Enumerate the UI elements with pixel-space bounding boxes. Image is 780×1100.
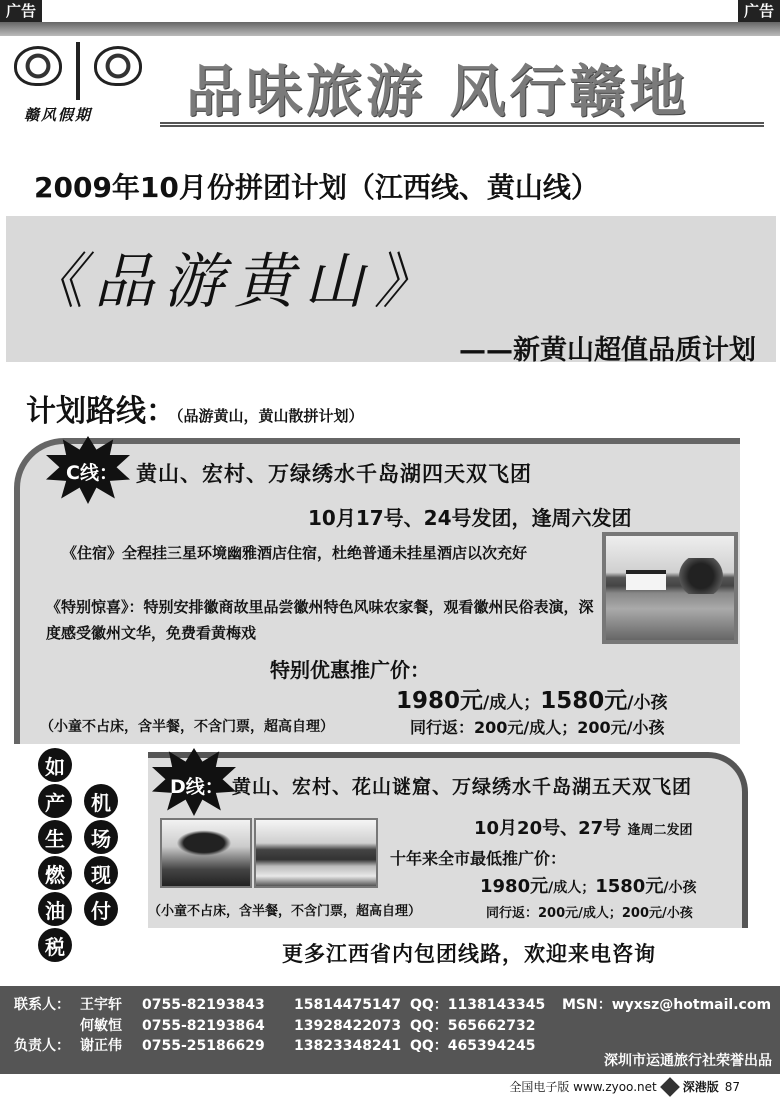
line-c-note: （小童不占床，含半餐，不含门票，超高自理） (40, 719, 334, 735)
price-child: 1580元 (540, 688, 628, 714)
note-char: 如 (38, 748, 72, 782)
note-char: 现 (84, 856, 118, 890)
photo-tree (676, 558, 726, 594)
line-d-prices (480, 872, 696, 898)
route-heading-note: （品游黄山，黄山散拼计划） (176, 407, 364, 425)
price-adult: 1980元 (480, 876, 549, 897)
contact-name: 王宇轩 (80, 997, 122, 1013)
contact-row (14, 1015, 562, 1035)
top-rule (0, 22, 780, 36)
line-d-dates (474, 814, 692, 840)
contact-msn: MSN：wyxsz@hotmail.com (562, 997, 772, 1013)
contact-name: 何敏恒 (80, 1018, 122, 1034)
note-char: 税 (38, 928, 72, 962)
plan-title: 2009年10月份拼团计划（江西线、黄山线） (34, 171, 599, 204)
contact-mobile: 15814475147 (294, 997, 402, 1013)
fuel-tax-note (38, 748, 72, 962)
note-char: 产 (38, 784, 72, 818)
contact-qq: QQ：465394245 (410, 1038, 536, 1054)
note-char: 油 (38, 892, 72, 926)
pine-mountain-photo (160, 818, 252, 888)
route-heading-main: 计划路线： (26, 394, 176, 429)
slogan-rule (160, 122, 764, 127)
contact-phone: 0755-82193864 (142, 1018, 265, 1034)
note-char: 燃 (38, 856, 72, 890)
airport-pay-note (84, 784, 118, 926)
ad-tag-right: 广告 (738, 0, 780, 22)
note-char: 机 (84, 784, 118, 818)
more-routes-callout: 更多江西省内包团线路，欢迎来电咨询 (282, 942, 656, 966)
contact-footer (0, 986, 780, 1074)
line-d-note: （小童不占床，含半餐，不含门票，超高自理） (148, 904, 422, 919)
brand-logo (14, 42, 144, 122)
contact-qq: QQ：1138143345 (410, 997, 546, 1013)
note-char: 场 (84, 820, 118, 854)
line-c-lodging: 《住宿》全程挂三星环境幽雅酒店住宿，杜绝普通未挂星酒店以次充好 (62, 544, 528, 562)
photo-house (626, 570, 666, 590)
line-c-rebate: 同行返：200元/成人；200元/小孩 (410, 718, 665, 737)
contact-phone: 0755-82193843 (142, 997, 265, 1013)
contact-row (14, 994, 772, 1014)
product-banner (6, 216, 776, 366)
note-char: 付 (84, 892, 118, 926)
logo-divider (76, 42, 80, 100)
contact-phone: 0755-25186629 (142, 1038, 265, 1054)
contact-row (14, 1035, 562, 1055)
line-c-surprise: 《特别惊喜》：特别安排徽商故里品尝徽州特色风味农家餐，观看徽州民俗表演，深度感受徽州文华，免费看黄梅戏 (46, 598, 594, 642)
line-d-title: 黄山、宏村、花山谜窟、万绿绣水千岛湖五天双飞团 (232, 776, 693, 798)
banner-title: 《品游黄山》 (24, 247, 444, 317)
banner-subtitle: ——新黄山超值品质计划 (459, 335, 756, 366)
slogan: 品味旅游 风行赣地 (186, 60, 690, 125)
line-c-badge: C线： (66, 462, 118, 484)
price-adult: 1980元 (396, 688, 484, 714)
route-heading (26, 386, 364, 430)
page-number: 87 (724, 1079, 740, 1094)
page-footer-bar (509, 1078, 740, 1095)
contact-name: 谢正伟 (80, 1038, 122, 1054)
line-d-date-values: 10月20号、27号 (474, 818, 622, 839)
price-adult-unit: /成人； (483, 693, 541, 713)
ad-tag-left: 广告 (0, 0, 42, 22)
logo-text: 赣风假期 (24, 106, 93, 124)
price-child-unit: /小孩 (627, 693, 668, 713)
note-char: 生 (38, 820, 72, 854)
line-c-promo-title: 特别优惠推广价： (270, 658, 430, 682)
contact-mobile: 13823348241 (294, 1038, 402, 1054)
line-c-dates: 10月17号、24号发团，逢周六发团 (308, 506, 632, 530)
price-child-unit: /小孩 (663, 880, 697, 896)
site-url[interactable]: 全国电子版 www.zyoo.net (509, 1080, 657, 1094)
line-d-badge: D线： (170, 776, 224, 798)
contact-mobile: 13928422073 (294, 1018, 402, 1034)
diamond-icon (660, 1077, 680, 1097)
price-child: 1580元 (595, 876, 664, 897)
photo-pine-tree (172, 828, 236, 858)
line-c-prices (396, 682, 667, 715)
emblem-icon (94, 46, 142, 86)
line-c-title: 黄山、宏村、万绿绣水千岛湖四天双飞团 (136, 462, 532, 486)
line-d-promo-title: 十年来全市最低推广价： (390, 849, 567, 868)
contact-qq: QQ：565662732 (410, 1018, 536, 1034)
agency-signature: 深圳市运通旅行社荣誉出品 (604, 1053, 772, 1069)
edition-label: 深港版 (682, 1080, 719, 1094)
contact-label: 联系人： (14, 997, 70, 1013)
line-d-date-suffix: 逢周二发团 (627, 823, 693, 838)
village-lake-photo (602, 532, 738, 644)
river-landscape-photo (254, 818, 378, 888)
emblem-icon (14, 46, 62, 86)
price-adult-unit: /成人； (548, 880, 596, 896)
contact-label: 负责人： (14, 1038, 70, 1054)
line-d-rebate: 同行返：200元/成人；200元/小孩 (486, 906, 693, 921)
